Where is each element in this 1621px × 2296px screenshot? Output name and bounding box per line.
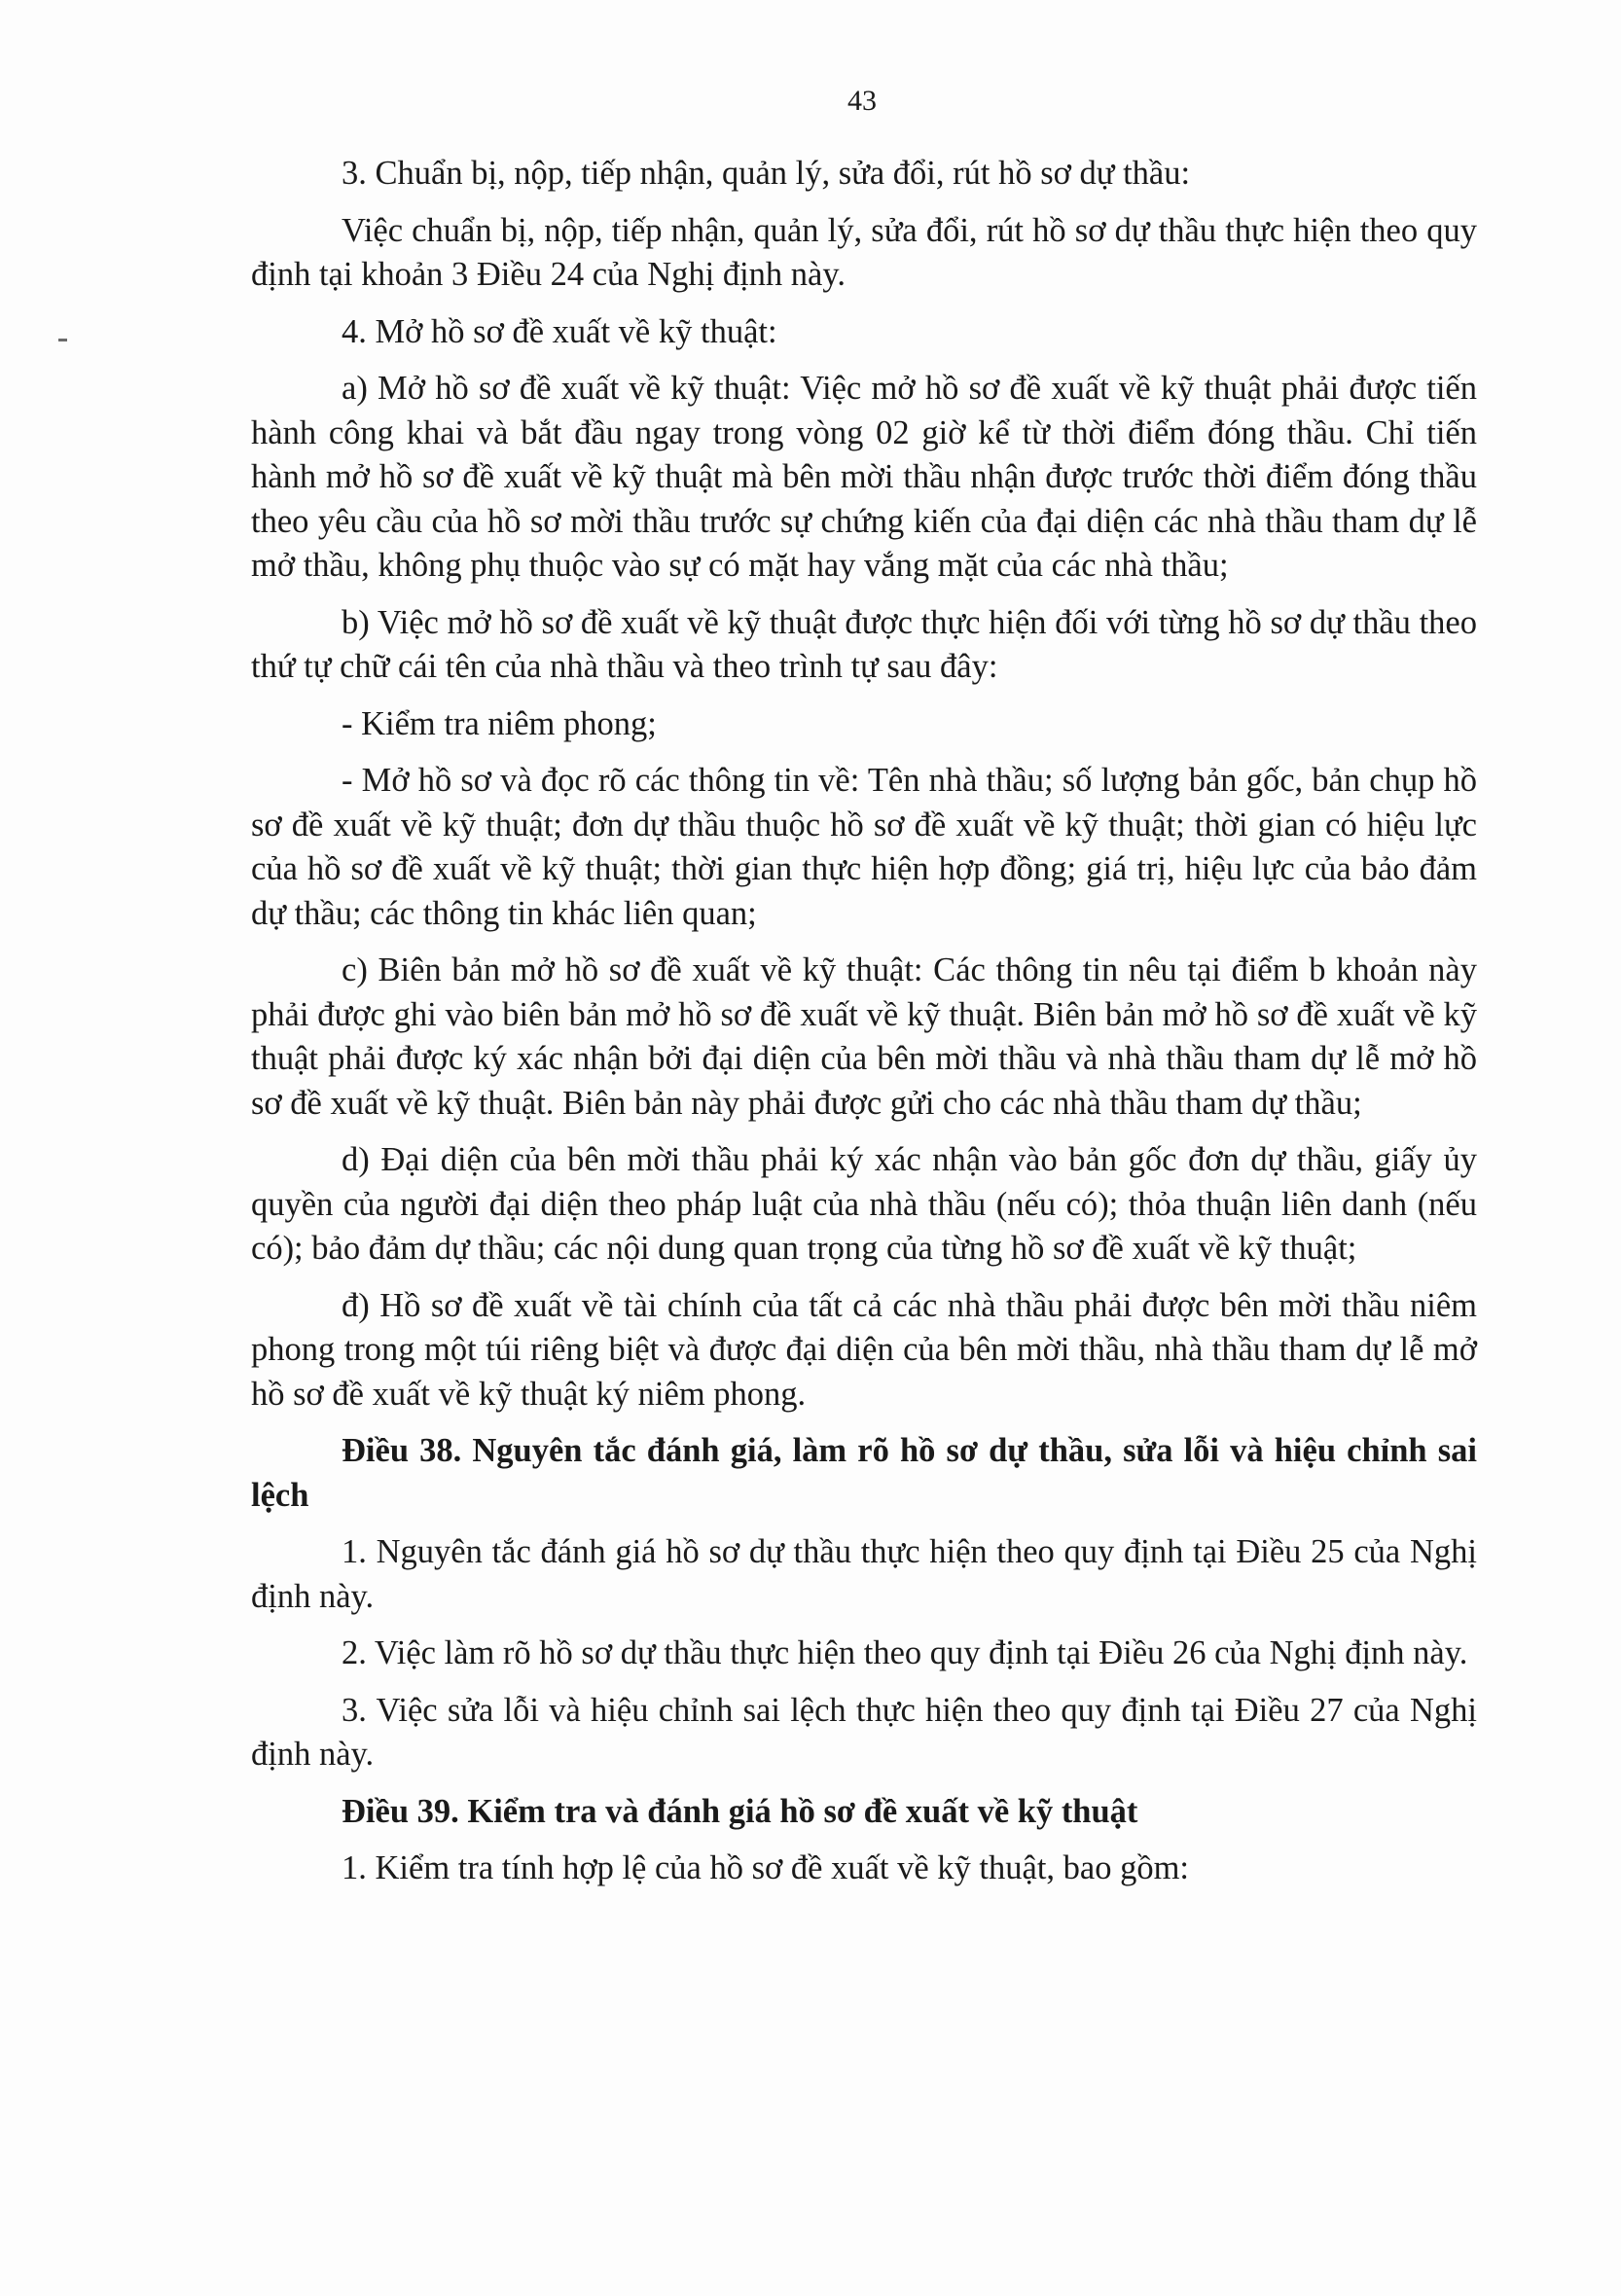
paragraph-bullet-seal-check: - Kiểm tra niêm phong; — [342, 704, 657, 742]
paragraph-point-b: b) Việc mở hồ sơ đề xuất về kỹ thuật được thực hiện đối với từng hồ sơ dự thầu theo thứ tự chữ cái tên của nhà thầu và theo trình tự sau đây: — [251, 603, 1477, 685]
paragraph-point-c: c) Biên bản mở hồ sơ đề xuất về kỹ thuật: Các thông tin nêu tại điểm b khoản này phải được ghi vào biên bản mở hồ sơ đề xuất về kỹ thuật. Biên bản mở hồ sơ đề xuất về kỹ thuật phải được ký xác nhận bởi đại diện của bên mời thầu và nhà thầu tham dự lễ mở hồ sơ đề xuất về kỹ thuật. Biên bản này phải được gửi cho các nhà thầu tham dự thầu; — [251, 951, 1477, 1122]
page-number: 43 — [847, 85, 877, 117]
paragraph-section-3-content: Việc chuẩn bị, nộp, tiếp nhận, quản lý, sửa đổi, rút hồ sơ dự thầu thực hiện theo quy định tại khoản 3 Điều 24 của Nghị định này. — [251, 211, 1477, 293]
document-body — [251, 152, 1477, 1904]
article-38-heading: Điều 38. Nguyên tắc đánh giá, làm rõ hồ sơ dự thầu, sửa lỗi và hiệu chỉnh sai lệch — [251, 1432, 1477, 1514]
paragraph-article-38-item-1: 1. Nguyên tắc đánh giá hồ sơ dự thầu thực hiện theo quy định tại Điều 25 của Nghị định này. — [251, 1533, 1477, 1615]
margin-mark — [58, 339, 67, 341]
paragraph-article-38-item-3: 3. Việc sửa lỗi và hiệu chỉnh sai lệch thực hiện theo quy định tại Điều 27 của Nghị định này. — [251, 1691, 1477, 1773]
paragraph-section-3-title: 3. Chuẩn bị, nộp, tiếp nhận, quản lý, sửa đổi, rút hồ sơ dự thầu: — [342, 155, 1191, 192]
paragraph-point-dd: đ) Hồ sơ đề xuất về tài chính của tất cả các nhà thầu phải được bên mời thầu niêm phong trong một túi riêng biệt và được đại diện của bên mời thầu, nhà thầu tham dự lễ mở hồ sơ đề xuất về kỹ thuật ký niêm phong. — [251, 1286, 1477, 1413]
paragraph-article-38-item-2: 2. Việc làm rõ hồ sơ dự thầu thực hiện theo quy định tại Điều 26 của Nghị định này. — [342, 1634, 1468, 1671]
paragraph-section-4-title: 4. Mở hồ sơ đề xuất về kỹ thuật: — [342, 312, 777, 350]
paragraph-article-39-item-1: 1. Kiểm tra tính hợp lệ của hồ sơ đề xuất về kỹ thuật, bao gồm: — [342, 1849, 1190, 1886]
paragraph-bullet-open-read: - Mở hồ sơ và đọc rõ các thông tin về: Tên nhà thầu; số lượng bản gốc, bản chụp hồ sơ đề xuất về kỹ thuật; đơn dự thầu thuộc hồ sơ đề xuất về kỹ thuật; thời gian có hiệu lực của hồ sơ đề xuất về kỹ thuật; thời gian thực hiện hợp đồng; giá trị, hiệu lực của bảo đảm dự thầu; các thông tin khác liên quan; — [251, 762, 1477, 932]
article-39-heading: Điều 39. Kiểm tra và đánh giá hồ sơ đề xuất về kỹ thuật — [342, 1792, 1138, 1830]
paragraph-point-a: a) Mở hồ sơ đề xuất về kỹ thuật: Việc mở hồ sơ đề xuất về kỹ thuật phải được tiến hành công khai và bắt đầu ngay trong vòng 02 giờ kể từ thời điểm đóng thầu. Chỉ tiến hành mở hồ sơ đề xuất về kỹ thuật mà bên mời thầu nhận được trước thời điểm đóng thầu theo yêu cầu của hồ sơ mời thầu trước sự chứng kiến của đại diện các nhà thầu tham dự lễ mở thầu, không phụ thuộc vào sự có mặt hay vắng mặt của các nhà thầu; — [251, 370, 1477, 584]
paragraph-point-d: d) Đại diện của bên mời thầu phải ký xác nhận vào bản gốc đơn dự thầu, giấy ủy quyền của người đại diện theo pháp luật của nhà thầu (nếu có); thỏa thuận liên danh (nếu có); bảo đảm dự thầu; các nội dung quan trọng của từng hồ sơ đề xuất về kỹ thuật; — [251, 1141, 1477, 1267]
